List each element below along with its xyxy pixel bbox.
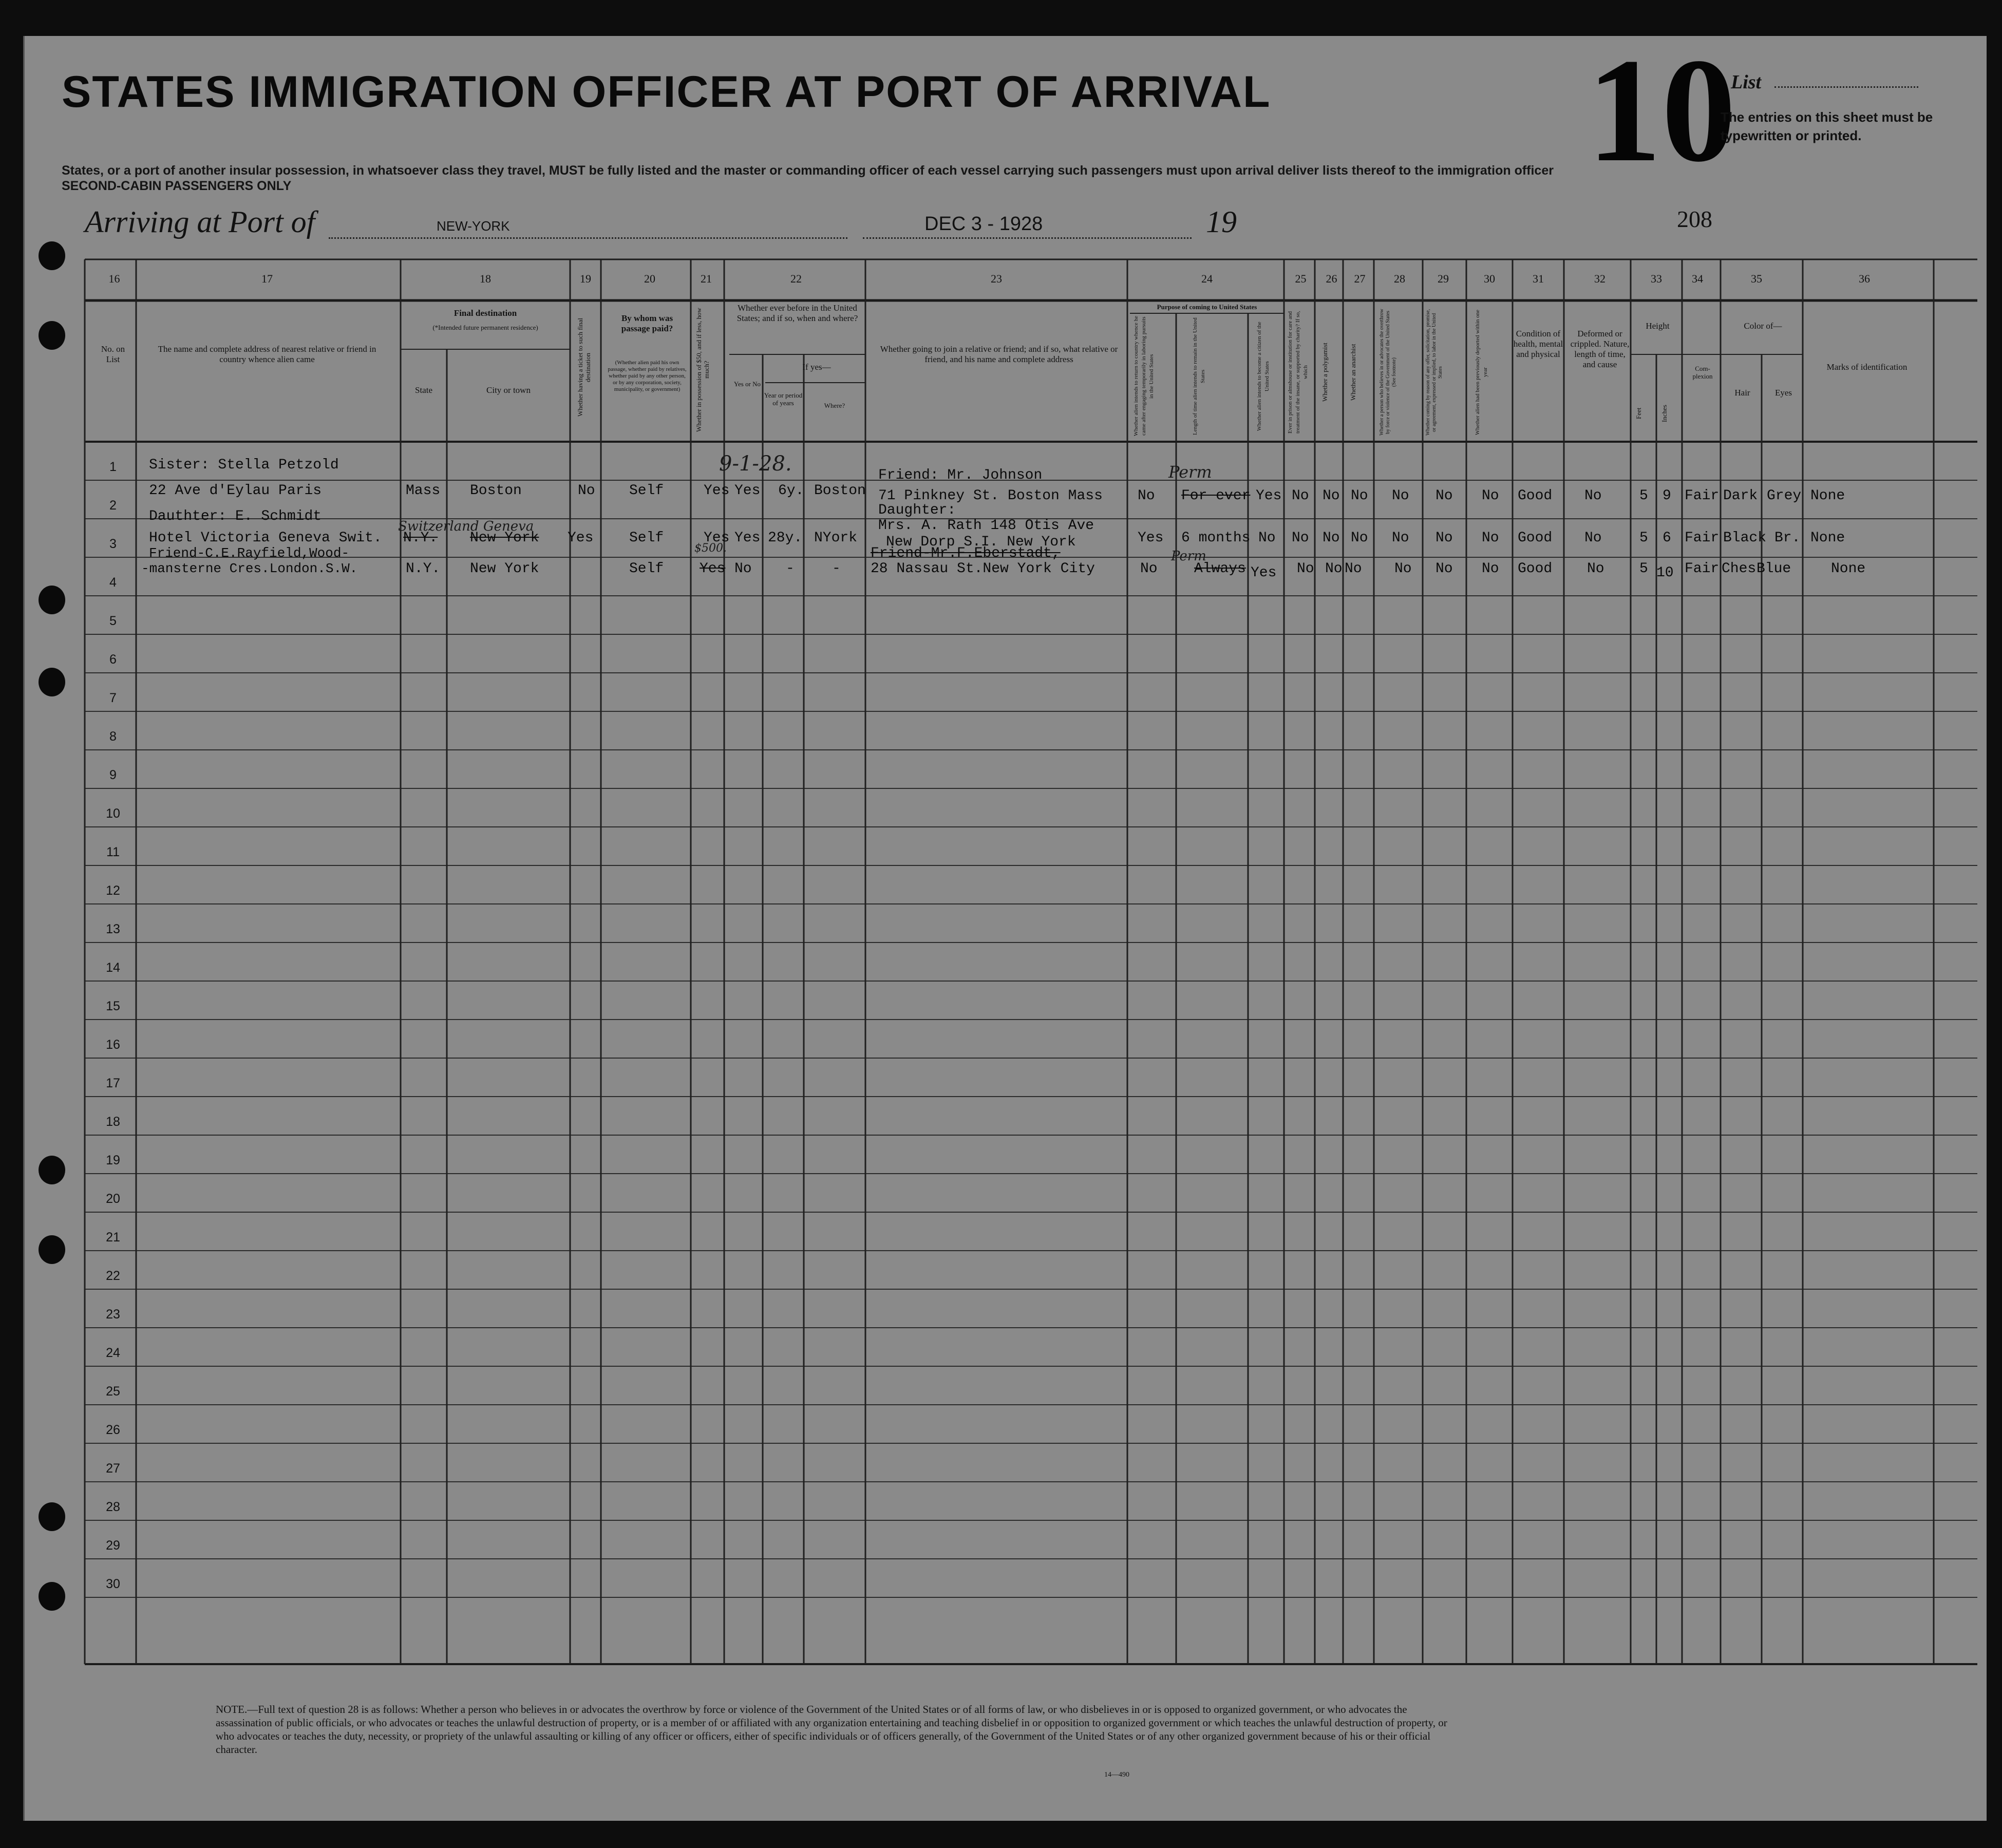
handwritten-perm-row1: Perm: [1168, 462, 1212, 482]
row1-where: Boston: [814, 483, 866, 499]
row2-city: New York: [470, 530, 539, 546]
row2-relative-line2: Hotel Victoria Geneva Swit.: [149, 530, 382, 546]
list-number: 10: [1587, 28, 1736, 193]
row3-health: Good: [1518, 561, 1553, 577]
col-num-31: 31: [1533, 272, 1544, 285]
row1-complexion: Fair: [1685, 488, 1720, 504]
port-of-arrival: NEW-YORK: [437, 218, 510, 234]
row3-c28: No: [1394, 561, 1412, 577]
row-number: 5: [109, 614, 117, 628]
hdr-ever-before: Whether ever before in the United States; and if so, when and where?: [736, 303, 858, 323]
row3-join-line1: Friend-Mr.F.Eberstadt,: [871, 545, 1061, 561]
row1-city: Boston: [470, 483, 522, 499]
hdr-feet: Feet: [1635, 407, 1642, 420]
row-number: 26: [106, 1423, 120, 1437]
row-number: 30: [106, 1577, 120, 1591]
col-num-25: 25: [1295, 272, 1307, 285]
row1-relative-line1: Sister: Stella Petzold: [149, 457, 339, 473]
row2-join-line2: Mrs. A. Rath 148 Otis Ave: [878, 518, 1094, 534]
row-number: 24: [106, 1346, 120, 1360]
row-number: 4: [109, 575, 117, 590]
hdr-if-yes: If yes—: [802, 362, 831, 372]
row2-deformed: No: [1584, 530, 1602, 546]
hdr-eyes: Eyes: [1774, 388, 1792, 398]
col-num-36: 36: [1859, 272, 1870, 285]
passenger-class: SECOND-CABIN PASSENGERS ONLY: [62, 179, 292, 193]
row2-length: 6 months: [1181, 530, 1251, 546]
row2-return: Yes: [1138, 530, 1164, 546]
hdr-ticket: Whether having a ticket to such final destination: [576, 317, 592, 417]
handwritten-money: $500.: [694, 542, 727, 555]
row3-where: -: [832, 561, 841, 577]
row3-paid: Self: [629, 561, 664, 577]
row3-city: New York: [470, 561, 539, 577]
hdr-city: City or town: [486, 385, 531, 395]
row3-citizen: Yes: [1251, 565, 1277, 581]
hdr-anarchist: Whether an anarchist: [1349, 344, 1357, 401]
row1-feet: 5: [1639, 488, 1648, 504]
hdr-col30: Whether alien had been previously deported within one year: [1475, 309, 1488, 436]
row2-join-line1: Daughter:: [878, 502, 956, 518]
col-num-30: 30: [1484, 272, 1495, 285]
hdr-purpose-b: Length of time alien intends to remain in the United States: [1192, 317, 1206, 435]
row3-join-line2: 28 Nassau St.New York City: [871, 561, 1095, 577]
hdr-prison: Ever in prison or almshouse or institution for care and treatment of the insane, or supported by charity? If so, which: [1287, 311, 1309, 434]
row3-money: Yes: [700, 561, 726, 577]
row1-return: No: [1138, 488, 1155, 504]
row2-c29: No: [1436, 530, 1453, 546]
hdr-nearest-relative: The name and complete address of nearest relative or friend in country whence alien came: [158, 344, 376, 364]
row-number: 11: [106, 845, 120, 859]
row2-health: Good: [1518, 530, 1553, 546]
col-num-16: 16: [108, 272, 120, 285]
row3-complexion: Fair: [1685, 561, 1720, 577]
row-number: 27: [106, 1461, 120, 1476]
row1-polygamist: No: [1323, 488, 1340, 504]
row-number: 1: [109, 460, 117, 474]
hdr-height: Height: [1646, 321, 1670, 331]
row1-hair: Dark: [1723, 488, 1758, 504]
col-num-27: 27: [1354, 272, 1366, 285]
hdr-purpose-a: Whether alien intends to return to country whence he came after engaging temporarily in laboring pursuits in the United States: [1133, 316, 1155, 437]
col-num-28: 28: [1394, 272, 1405, 285]
row2-feet: 5: [1639, 530, 1648, 546]
row2-citizen: No: [1258, 530, 1276, 546]
hdr-polygamist: Whether a polygamist: [1321, 343, 1329, 402]
col-num-34: 34: [1692, 272, 1703, 285]
row3-eyes: Blue: [1757, 561, 1791, 577]
hdr-no-on-list: No. on List: [101, 344, 125, 364]
row3-c30: No: [1482, 561, 1499, 577]
col-num-32: 32: [1594, 272, 1606, 285]
row2-marks: None: [1810, 530, 1845, 546]
row3-period: -: [786, 561, 795, 577]
row3-marks: None: [1831, 561, 1866, 577]
row-number: 28: [106, 1500, 120, 1514]
hdr-complexion: Com-plexion: [1692, 365, 1713, 380]
row-number: 19: [106, 1153, 120, 1167]
row1-health: Good: [1518, 488, 1553, 504]
row2-state: N.Y.: [403, 530, 438, 546]
hdr-color-of: Color of—: [1744, 321, 1782, 331]
handwritten-destination: Switzerland Geneva: [398, 519, 534, 534]
row1-citizen: Yes: [1256, 488, 1282, 504]
hdr-passage-paid-note: (Whether alien paid his own passage, whether paid by relatives, whether paid by any other person, or by any corporation, society, municipality, or government): [608, 360, 687, 392]
row1-relative-line2: 22 Ave d'Eylau Paris: [149, 483, 322, 499]
hdr-purpose: Purpose of coming to United States: [1157, 303, 1257, 311]
row-number: 14: [106, 960, 120, 975]
row-number: 29: [106, 1538, 120, 1553]
row2-eyes: Br.: [1774, 530, 1801, 546]
row3-hair: Ches: [1722, 561, 1757, 577]
row-number: 18: [106, 1115, 120, 1129]
row3-relative-line2: -mansterne Cres.London.S.W.: [141, 561, 358, 576]
row-number: 6: [109, 652, 117, 667]
col-num-29: 29: [1438, 272, 1449, 285]
row3-feet: 5: [1639, 561, 1648, 577]
row2-hair: Black: [1723, 530, 1767, 546]
entries-note: The entries on this sheet must be typewritten or printed.: [1721, 109, 1933, 143]
year-prefix: 19: [1206, 205, 1237, 239]
row-number: 10: [106, 806, 120, 821]
row1-ticket: No: [578, 483, 595, 499]
row2-prison: No: [1292, 530, 1309, 546]
row1-eyes: Grey: [1767, 488, 1802, 504]
row2-c28: No: [1392, 530, 1409, 546]
row-number: 8: [109, 729, 117, 744]
hdr-passage-paid: By whom was passage paid?: [621, 313, 673, 333]
row1-ever: Yes: [734, 483, 761, 499]
hdr-purpose-c: Whether alien intends to become a citizen of the United States: [1256, 322, 1270, 431]
hdr-col28: Whether a person who believes in or advocates the overthrow by force or violence of the Government of the United States (See footnote): [1379, 309, 1397, 436]
row-number: 13: [106, 922, 120, 936]
col-num-33: 33: [1651, 272, 1662, 285]
row1-c29: No: [1436, 488, 1453, 504]
row-number: 15: [106, 999, 120, 1013]
row2-money: Yes: [704, 530, 730, 546]
row-number: 9: [109, 768, 117, 782]
row3-return: No: [1140, 561, 1158, 577]
row-number: 16: [106, 1038, 120, 1052]
row3-relative-line1: Friend-C.E.Rayfield,Wood-: [149, 545, 350, 561]
hdr-marks: Marks of identification: [1826, 362, 1907, 372]
footnote: NOTE.—Full text of question 28 is as follows: Whether a person who believes in or advocates the overthrow by force or violence of the Government of the United States or of all forms of law, or who disbelieves in or is opposed to organized government, or who advocates the assassination of public officials, or who advocates or teaches the unlawful destruction of property, or is a member of or affiliated with any organization entertaining and teaching disbelief in or opposition to organized government or which teaches the unlawful destruction of property, or who advocates or teaches the duty, necessity, or propriety of the unlawful assaulting or killing of any officer or officers, either of specific individuals or of officers generally, of the Government of the United States or of any other organized government because of his or their official character.: [216, 1703, 1447, 1756]
hdr-year-period: Year or period of years: [764, 391, 803, 407]
col-num-19: 19: [580, 272, 591, 285]
row2-paid: Self: [629, 530, 664, 546]
arrival-date: DEC 3 - 1928: [924, 213, 1043, 235]
row2-period: 28y.: [768, 530, 803, 546]
hdr-deformed: Deformed or crippled. Nature, length of time, and cause: [1570, 329, 1630, 369]
row2-c30: No: [1482, 530, 1499, 546]
col-num-21: 21: [701, 272, 712, 285]
hdr-yes-or-no: Yes or No: [733, 380, 761, 388]
row2-anarchist: No: [1351, 530, 1368, 546]
row3-ever: No: [734, 561, 752, 577]
row1-c28: No: [1392, 488, 1409, 504]
col-num-24: 24: [1201, 272, 1213, 285]
row-number: 7: [109, 691, 117, 705]
row1-join-line2: 71 Pinkney St. Boston Mass: [878, 488, 1103, 504]
row1-prison: No: [1292, 488, 1309, 504]
col-num-22: 22: [790, 272, 802, 285]
row3-length: Always: [1194, 561, 1246, 577]
col-num-18: 18: [480, 272, 491, 285]
form-title: STATES IMMIGRATION OFFICER AT PORT OF ARRIVAL: [62, 67, 1271, 117]
row1-anarchist: No: [1351, 488, 1368, 504]
row-number: 3: [109, 537, 117, 551]
handwritten-perm-row3: Perm: [1171, 549, 1206, 564]
row3-state: N.Y.: [406, 561, 441, 577]
row1-deformed: No: [1584, 488, 1602, 504]
list-label: List: [1731, 71, 1762, 93]
hdr-final-destination: Final destination: [454, 308, 517, 318]
row1-paid: Self: [629, 483, 664, 499]
row2-relative-line1: Dauthter: E. Schmidt: [149, 508, 322, 524]
row3-anarchist: No: [1345, 561, 1362, 577]
hdr-join-relative: Whether going to join a relative or friend; and if so, what relative or friend, and his name and complete address: [880, 344, 1118, 364]
page-number: 208: [1677, 206, 1712, 232]
hdr-state: State: [415, 385, 432, 395]
row-number: 20: [106, 1192, 120, 1206]
col-num-35: 35: [1751, 272, 1762, 285]
hdr-col29: Whether coming by reason of any offer, solicitation, promise, or agreement, expressed or implied, to labor in the United States: [1425, 309, 1443, 436]
row1-state: Mass: [406, 483, 441, 499]
row1-join-line1: Friend: Mr. Johnson: [878, 467, 1043, 483]
row1-inches: 9: [1663, 488, 1671, 504]
row-number: 17: [106, 1076, 120, 1090]
row1-length: For ever: [1181, 488, 1251, 504]
row1-c30: No: [1482, 488, 1499, 504]
row2-join-line3: New Dorp S.I. New York: [886, 534, 1076, 550]
row2-ticket: Yes: [568, 530, 594, 546]
hdr-possession-50: Whether in possession of $50, and if less, how much?: [695, 308, 710, 432]
col-num-17: 17: [261, 272, 273, 285]
row-number: 23: [106, 1307, 120, 1322]
arriving-label: Arriving at Port of: [85, 205, 315, 239]
hdr-health: Condition of health, mental and physical: [1513, 329, 1563, 359]
handwritten-date: 9-1-28.: [719, 452, 792, 476]
row-number: 21: [106, 1230, 120, 1244]
row2-inches: 6: [1663, 530, 1671, 546]
row-number: 2: [109, 498, 117, 513]
row-number: 12: [106, 883, 120, 898]
hdr-where: Where?: [824, 402, 845, 409]
row-number: 22: [106, 1269, 120, 1283]
col-num-23: 23: [991, 272, 1002, 285]
form-number: 14—490: [1104, 1771, 1129, 1779]
row2-where: NYork: [814, 530, 858, 546]
row2-complexion: Fair: [1685, 530, 1720, 546]
row1-money: Yes: [704, 483, 730, 499]
row3-polygamist: No: [1325, 561, 1343, 577]
row2-polygamist: No: [1323, 530, 1340, 546]
row-number: 25: [106, 1384, 120, 1399]
hdr-inches: Inches: [1660, 405, 1668, 422]
row3-deformed: No: [1587, 561, 1604, 577]
row2-ever: Yes: [734, 530, 761, 546]
hdr-hair: Hair: [1734, 388, 1750, 398]
col-num-20: 20: [644, 272, 655, 285]
col-num-26: 26: [1326, 272, 1337, 285]
row1-period: 6y.: [778, 483, 804, 499]
hdr-final-destination-note: (*Intended future permanent residence): [432, 324, 538, 331]
row1-marks: None: [1810, 488, 1845, 504]
row3-inches: 10: [1656, 565, 1674, 581]
row3-c29: No: [1436, 561, 1453, 577]
row3-prison: No: [1297, 561, 1314, 577]
form-subtitle: States, or a port of another insular possession, in whatsoever class they travel, MUST be fully listed and the master or commanding officer of each vessel carrying such passengers must upon arrival deliver lists thereof to the immigration officer: [62, 163, 1554, 178]
